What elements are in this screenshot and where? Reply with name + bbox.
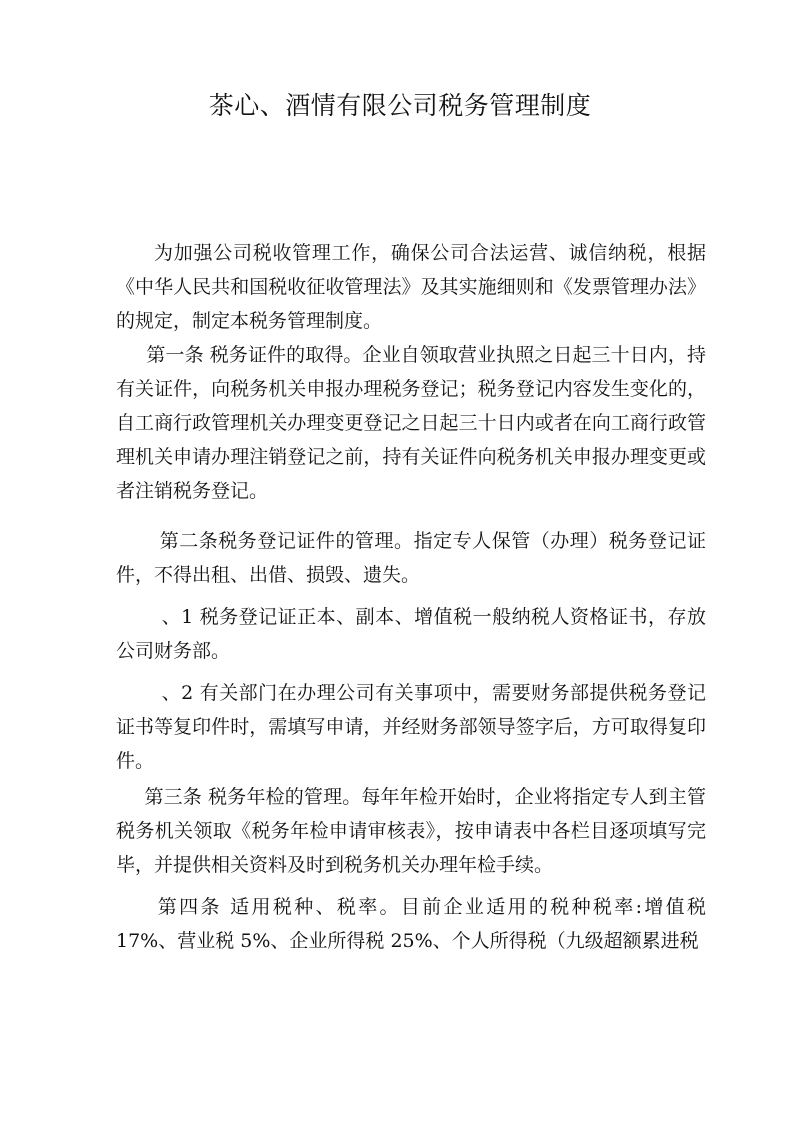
article-4-paragraph: 第四条 适用税种、税率。目前企业适用的税种税率:增值税 17%、营业税 5%、企业所得税 25%、个人所得税（九级超额累进税 [116, 896, 706, 952]
article-3-paragraph: 第三条 税务年检的管理。每年年检开始时，企业将指定专人到主管税务机关领取《税务年检申请审核表》，按申请表中各栏目逐项填写完毕，并提供相关资料及时到税务机关办理年检手续。 [116, 786, 706, 876]
article-2-item-2: 、2 有关部门在办理公司有关事项中，需要财务部提供税务登记证书等复印件时，需填写申请，并经财务部领导签字后，方可取得复印件。 [116, 682, 706, 772]
article-2-paragraph: 第二条税务登记证件的管理。指定专人保管（办理）税务登记证件，不得出租、出借、损毁、遗失。 [116, 530, 706, 586]
document-title: 茶心、酒情有限公司税务管理制度 [208, 91, 592, 120]
article-1-paragraph: 第一条 税务证件的取得。企业自领取营业执照之日起三十日内，持有关证件，向税务机关申报办理税务登记；税务登记内容发生变化的，自工商行政管理机关办理变更登记之日起三十日内或者在向工商行政管理机关申请办理注销登记之前，持有关证件向税务机关申报办理变更或者注销税务登记。 [116, 344, 706, 502]
document-body [116, 236, 706, 958]
article-2-item-1: 、1 税务登记证正本、副本、增值税一般纳税人资格证书，存放公司财务部。 [116, 606, 706, 662]
intro-paragraph: 为加强公司税收管理工作，确保公司合法运营、诚信纳税，根据《中华人民共和国税收征收管理法》及其实施细则和《发票管理办法》的规定，制定本税务管理制度。 [116, 242, 706, 332]
